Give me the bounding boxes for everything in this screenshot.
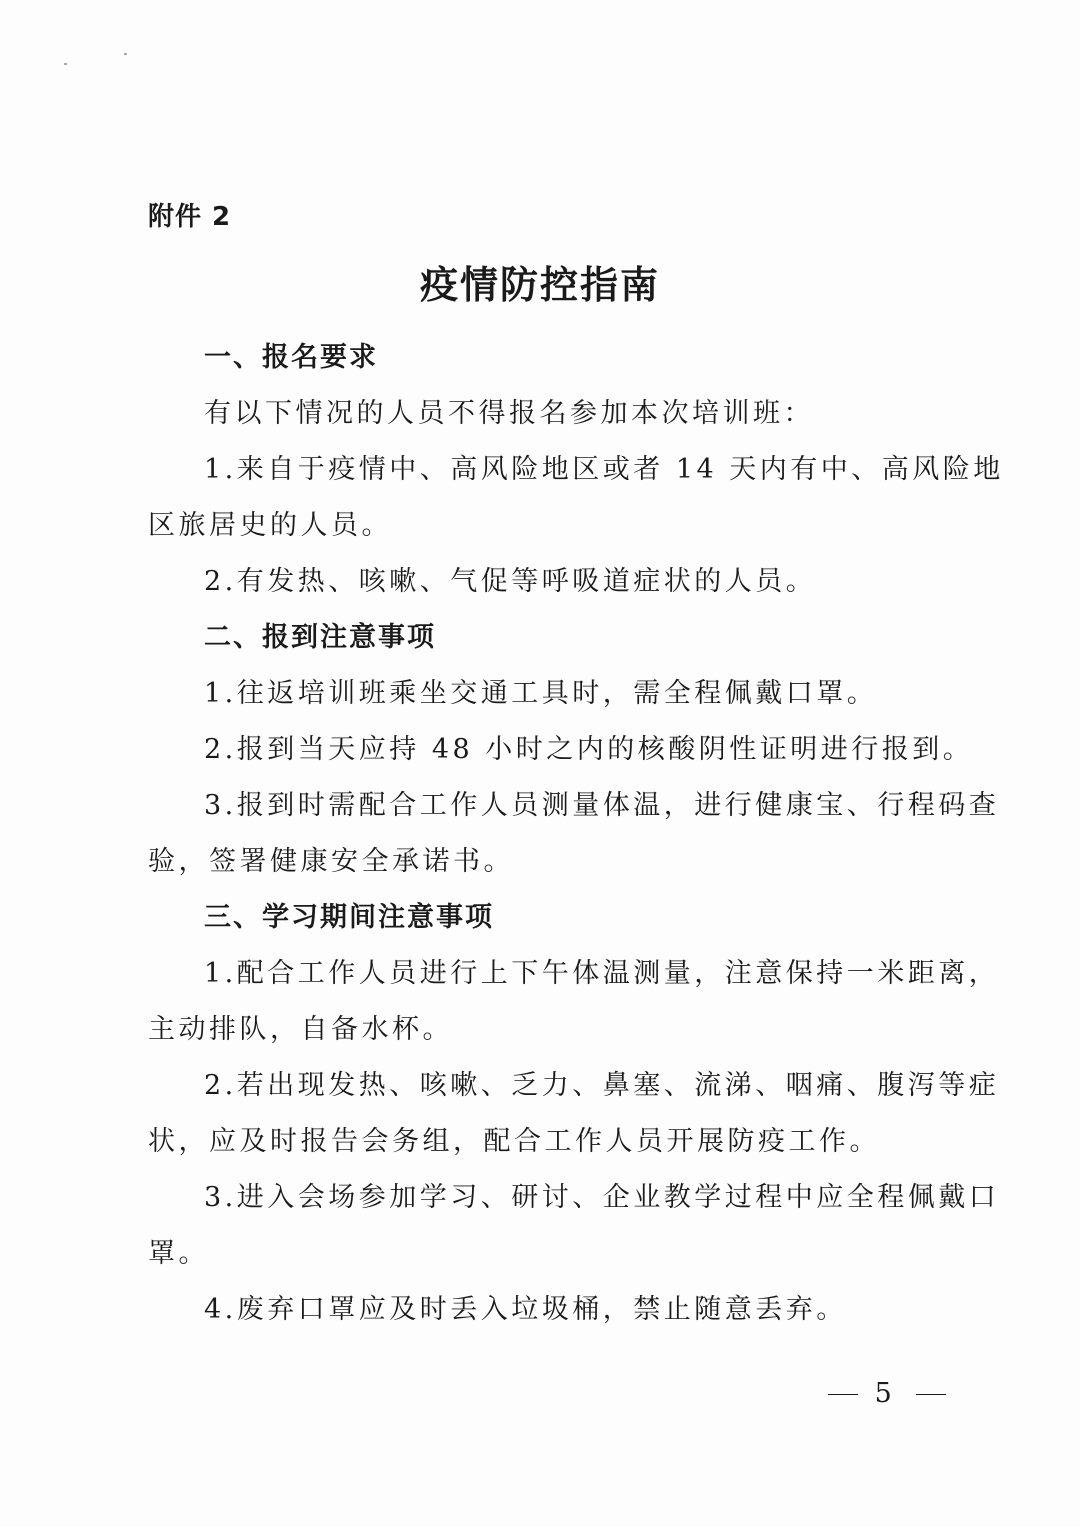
document-title: 疫情防控指南 xyxy=(419,263,660,307)
paragraph-line: 3.进入会场参加学习、研讨、企业教学过程中应全程佩戴口 xyxy=(204,1182,1000,1213)
paragraph-line: 状，应及时报告会务组，配合工作人员开展防疫工作。 xyxy=(148,1126,880,1157)
paragraph-line: 1.来自于疫情中、高风险地区或者 14 天内有中、高风险地 xyxy=(204,454,1004,485)
scan-speck xyxy=(124,53,127,55)
paragraph-line: 4.废弃口罩应及时丢入垃圾桶，禁止随意丢弃。 xyxy=(204,1294,847,1325)
paragraph-line: 罩。 xyxy=(148,1238,209,1269)
paragraph-line: 3.报到时需配合工作人员测量体温，进行健康宝、行程码查 xyxy=(204,790,1000,821)
section-heading: 二、报到注意事项 xyxy=(204,622,436,653)
paragraph-line: 2.若出现发热、咳嗽、乏力、鼻塞、流涕、咽痛、腹泻等症 xyxy=(204,1070,1000,1101)
page-number: 5 xyxy=(874,1378,900,1409)
paragraph-line: 主动排队，自备水杯。 xyxy=(148,1014,453,1045)
scan-speck xyxy=(64,63,67,65)
paragraph-line: 2.报到当天应持 48 小时之内的核酸阴性证明进行报到。 xyxy=(204,734,974,765)
paragraph-line: 区旅居史的人员。 xyxy=(148,510,392,541)
paragraph-line: 有以下情况的人员不得报名参加本次培训班： xyxy=(204,398,814,429)
section-heading: 三、学习期间注意事项 xyxy=(204,902,494,933)
attachment-label: 附件 2 xyxy=(148,202,232,232)
paragraph-line: 验，签署健康安全承诺书。 xyxy=(148,846,514,877)
paragraph-line: 1.配合工作人员进行上下午体温测量，注意保持一米距离， xyxy=(204,958,1000,989)
page-number-footer xyxy=(828,1378,946,1409)
paragraph-line: 2.有发热、咳嗽、气促等呼吸道症状的人员。 xyxy=(204,566,817,597)
dash-right xyxy=(916,1394,946,1395)
paragraph-line: 1.往返培训班乘坐交通工具时，需全程佩戴口罩。 xyxy=(204,678,878,709)
section-heading: 一、报名要求 xyxy=(204,342,378,373)
dash-left xyxy=(828,1394,858,1395)
